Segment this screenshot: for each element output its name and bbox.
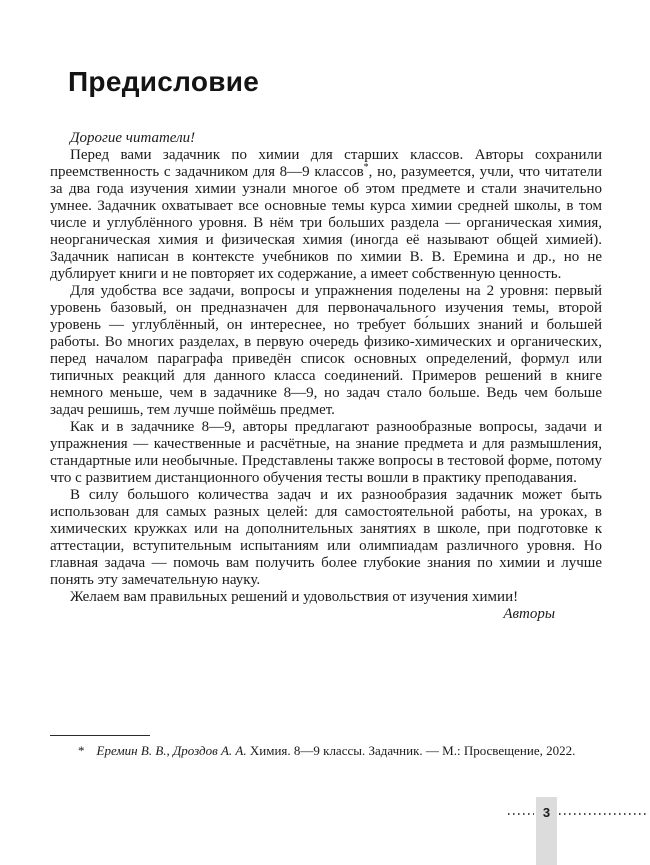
footnote-divider [50,735,150,736]
paragraph-1 [50,147,602,283]
page-number-leader-left [508,813,534,815]
paragraph-3: Как и в задачнике 8—9, авторы предлагают разнообразные вопросы, задачи и упражнения — качественные и расчётные, на знание предмета и для размышления, стандартные или необычные. Представлены также вопросы в тестовой форме, потому что с развитием дистанционного обучения тесты вошли в практику преподавания. [50,419,602,486]
footnote-citation: Химия. 8—9 классы. Задачник. — М.: Просвещение, 2022. [249,743,576,758]
page-title: Предисловие [68,66,260,97]
footnote [50,735,602,759]
page-number: 3 [542,805,551,820]
paragraph-1-text: Перед вами задачник по химии для старших классов. Авторы сохранили преемственность с задачником для 8—9 классов [50,147,602,180]
page-number-leader-right [559,813,649,815]
paragraph-4: В силу большого количества задач и их разнообразия задачник может быть использован для самых разных целей: для самостоятельной работы, на уроках, в химических кружках или на дополнительных занятиях в школе, при подготовке к аттестации, вступительным испытаниям или олимпиадам различного уровня. Но главная задача — помочь вам получить более глубокие знания по химии и лучше понять эту замечательную науку. [50,487,602,588]
page-number-strip [536,797,557,865]
authors-signature: Авторы [503,606,555,622]
page-content [50,66,602,623]
footnote-text [50,742,602,759]
paragraph-1-continuation: , но, разумеется, учли, что читатели за два года изучения химии узнали многое об этом предмете и стали значительно умнее. Задачник охватывает все основные темы курса химии средней школы, в том числе и углублённого уровня. В нём три больших раздела — органическая химия, неорганическая химия и физическая химия (иногда её называют общей химией). Задачник написан в контексте учебников по химии В. В. Еремина и др., но не дублирует книги и не повторяет их содержание, а имеет собственную ценность. [50,164,602,282]
paragraph-5: Желаем вам правильных решений и удовольствия от изучения химии! [70,589,519,605]
footnote-authors: Еремин В. В., Дроздов А. А. [96,743,247,758]
footnote-marker: * [78,743,85,758]
salutation: Дорогие читатели! [70,130,196,146]
footnote-reference-asterisk: * [363,162,369,173]
preface-body [50,147,602,606]
paragraph-2: Для удобства все задачи, вопросы и упражнения поделены на 2 уровня: первый уровень базовый, он предназначен для первоначального изучения темы, второй уровень — углублённый, он интереснее, но требует бо́льших знаний и большей работы. Во многих разделах, в первую очередь физико-химических и органических, перед началом параграфа приведён список основных определений, формул или типичных реакций для данного класса соединений. Примеров решений в книге немного меньше, чем в задачнике 8—9, но задач стало больше. Ведь чем больше задач решишь, тем лучше поймёшь предмет. [50,283,602,418]
